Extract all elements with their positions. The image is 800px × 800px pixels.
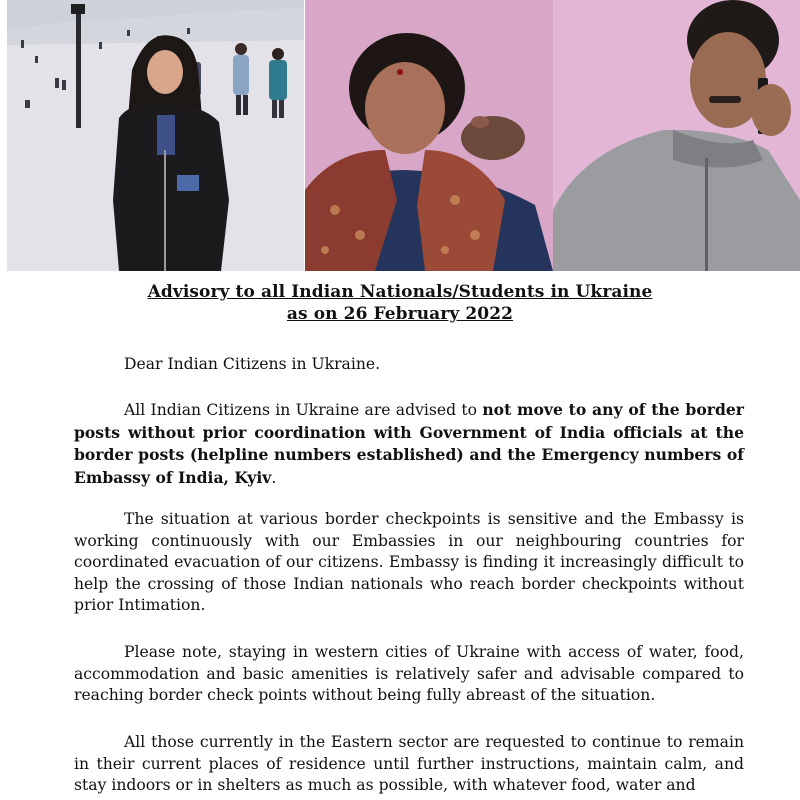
photo-strip: [0, 0, 800, 271]
paragraph-3-text: Please note, staying in western cities of Ukraine with access of water, food, accommodation and basic amenities is relatively safer and advisable compared to reaching border check points without being fully abreast of the situation.: [74, 643, 744, 704]
salutation: [74, 354, 744, 376]
paragraph-1-end: .: [271, 468, 277, 487]
salutation-text: Dear Indian Citizens in Ukraine.: [124, 355, 381, 373]
advisory-letter: [0, 271, 800, 800]
student-photo: [7, 0, 304, 271]
mother-photo: [305, 0, 553, 271]
paragraph-4: [74, 732, 744, 797]
paragraph-1-lead: All Indian Citizens in Ukraine are advised to: [124, 401, 483, 419]
paragraph-1: [74, 399, 744, 489]
advisory-date: as on 26 February 2022: [286, 304, 514, 324]
father-photo: [553, 0, 800, 271]
advisory-title: Advisory to all Indian Nationals/Students in Ukraine: [147, 282, 653, 302]
paragraph-3: [74, 642, 744, 707]
paragraph-2-text: The situation at various border checkpoints is sensitive and the Embassy is working continuously with our Embassies in our neighbouring countries for coordinated evacuation of our citizens. Embassy is finding it increasingly difficult to help the crossing of those Indian nationals who reach border checkpoints without prior Intimation.: [74, 510, 744, 614]
paragraph-4-text: All those currently in the Eastern sector are requested to continue to remain in their current places of residence until further instructions, maintain calm, and stay indoors or in shelters as much as possible, with whatever food, water and: [74, 733, 744, 794]
paragraph-2: [74, 509, 744, 617]
paragraph-1-bold: not move to any of the border posts without prior coordination with Government of India officials at the border posts (helpline numbers established) and the Emergency numbers of Embassy of India, Kyiv: [74, 400, 744, 487]
